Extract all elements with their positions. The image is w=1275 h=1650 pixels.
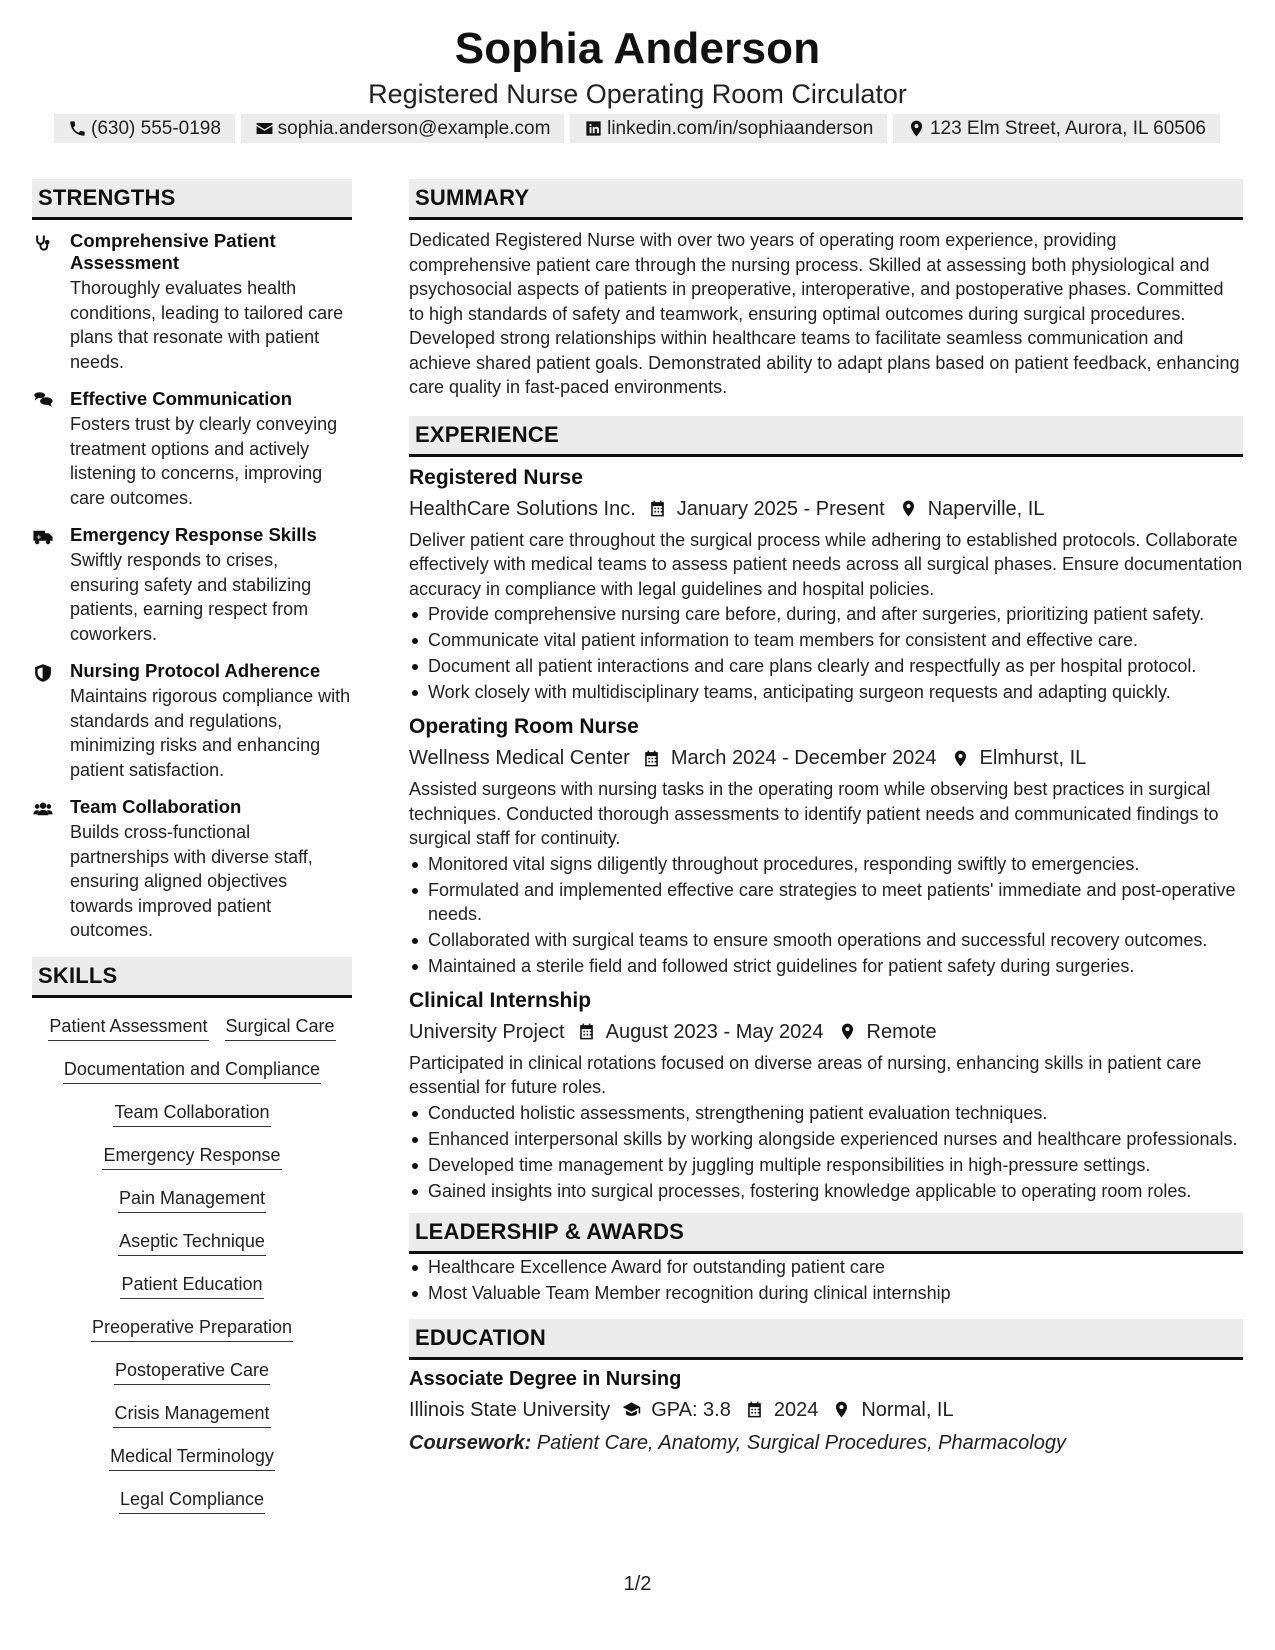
stethoscope-icon bbox=[32, 233, 54, 253]
job-location: Naperville, IL bbox=[927, 497, 1045, 520]
job-bullet: Enhanced interpersonal skills by working alongside experienced nurses and healthcare professionals. bbox=[409, 1127, 1243, 1151]
job-entry bbox=[409, 714, 1243, 978]
job-dates: August 2023 - May 2024 bbox=[605, 1020, 824, 1043]
map-pin-icon bbox=[838, 1022, 857, 1041]
strength-desc: Maintains rigorous compliance with standards and regulations, minimizing risks and enhancing patient satisfaction. bbox=[70, 686, 351, 780]
job-bullet: Collaborated with surgical teams to ensure smooth operations and successful recovery outcomes. bbox=[409, 928, 1243, 952]
strength-title: Team Collaboration bbox=[70, 796, 242, 817]
strength-desc: Thoroughly evaluates health conditions, leading to tailored care plans that resonate with patient needs. bbox=[70, 278, 344, 372]
education-heading: EDUCATION bbox=[409, 1319, 1243, 1360]
map-pin-icon bbox=[899, 499, 918, 518]
job-bullet: Provide comprehensive nursing care before, during, and after surgeries, prioritizing patient safety. bbox=[409, 602, 1243, 626]
shield-icon bbox=[32, 663, 54, 683]
resume-header bbox=[0, 22, 1275, 110]
map-pin-icon bbox=[951, 749, 970, 768]
right-column bbox=[409, 179, 1243, 1457]
skills-heading: SKILLS bbox=[32, 957, 352, 998]
coursework-label: Coursework: bbox=[409, 1431, 532, 1454]
phone-icon bbox=[68, 119, 87, 138]
job-company: Wellness Medical Center bbox=[409, 747, 630, 769]
contact-address bbox=[893, 114, 1220, 143]
map-pin-icon bbox=[832, 1400, 851, 1419]
coursework-list: Patient Care, Anatomy, Surgical Procedures, Pharmacology bbox=[536, 1431, 1066, 1454]
graduation-year: 2024 bbox=[773, 1398, 819, 1421]
strength-title: Nursing Protocol Adherence bbox=[70, 660, 321, 681]
job-summary: Participated in clinical rotations focused on diverse areas of nursing, enhancing skills in patient care essential for future roles. bbox=[409, 1052, 1202, 1097]
job-bullets bbox=[409, 852, 1243, 978]
strength-title: Comprehensive Patient Assessment bbox=[70, 230, 276, 273]
awards-heading: LEADERSHIP & AWARDS bbox=[409, 1213, 1243, 1254]
skill-tag: Team Collaboration bbox=[113, 1100, 270, 1127]
calendar-icon bbox=[745, 1400, 764, 1419]
job-dates: March 2024 - December 2024 bbox=[670, 747, 937, 769]
job-summary: Deliver patient care throughout the surgical process while adhering to established protocols. Collaborate effectively with medical teams to assess patient needs across all surgical phases. Ensure documentation accuracy in compliance with legal guidelines and hospital policies. bbox=[409, 529, 1243, 599]
job-location: Elmhurst, IL bbox=[979, 747, 1087, 769]
strength-item bbox=[32, 230, 352, 374]
contact-phone-text: (630) 555-0198 bbox=[91, 117, 221, 139]
ambulance-icon bbox=[32, 527, 54, 547]
job-meta bbox=[409, 495, 1243, 523]
summary-text: Dedicated Registered Nurse with over two years of operating room experience, providing comprehensive patient care through the nursing process. Skilled at assessing both physiological and psychosocial aspects of patients in preoperative, interoperative, and postoperative phases. Committed to high standards of safety and teamwork, ensuring optimal outcomes during surgical procedures. Developed strong relationships within healthcare teams to facilitate seamless communication and achieve shared patient goals. Demonstrated ability to adapt plans based on patient feedback, enhancing care quality in fast-paced environments. bbox=[409, 230, 1240, 397]
job-bullets bbox=[409, 1101, 1243, 1203]
job-bullet: Conducted holistic assessments, strengthening patient evaluation techniques. bbox=[409, 1101, 1243, 1125]
map-pin-icon bbox=[907, 119, 926, 138]
skill-tag: Patient Assessment bbox=[48, 1014, 208, 1041]
calendar-icon bbox=[577, 1022, 596, 1041]
users-icon bbox=[32, 799, 54, 819]
strengths-list bbox=[32, 230, 352, 943]
skill-tag: Postoperative Care bbox=[114, 1358, 270, 1385]
calendar-icon bbox=[642, 749, 661, 768]
calendar-icon bbox=[648, 499, 667, 518]
job-meta bbox=[409, 1018, 1243, 1046]
job-title: Clinical Internship bbox=[409, 988, 592, 1012]
left-column bbox=[32, 179, 352, 1530]
strength-title: Effective Communication bbox=[70, 388, 293, 409]
coursework bbox=[409, 1429, 1243, 1457]
job-bullets bbox=[409, 602, 1243, 704]
job-title: Operating Room Nurse bbox=[409, 715, 639, 738]
summary-heading: SUMMARY bbox=[409, 179, 1243, 220]
degree-title: Associate Degree in Nursing bbox=[409, 1367, 682, 1390]
skill-tag: Preoperative Preparation bbox=[91, 1315, 293, 1342]
job-bullet: Document all patient interactions and care plans clearly and respectfully as per hospital protocol. bbox=[409, 654, 1243, 678]
strengths-heading: STRENGTHS bbox=[32, 179, 352, 220]
award-item: Most Valuable Team Member recognition during clinical internship bbox=[409, 1281, 1243, 1305]
school-name: Illinois State University bbox=[409, 1398, 611, 1421]
contact-email[interactable] bbox=[241, 114, 565, 143]
skill-tag: Documentation and Compliance bbox=[63, 1057, 321, 1084]
education-meta bbox=[409, 1396, 1243, 1424]
job-entry bbox=[409, 465, 1243, 705]
contact-linkedin-text: linkedin.com/in/sophiaanderson bbox=[607, 117, 874, 139]
skill-tag: Surgical Care bbox=[225, 1014, 336, 1041]
school-location: Normal, IL bbox=[861, 1398, 954, 1421]
skills-list bbox=[32, 1014, 352, 1530]
job-bullet: Formulated and implemented effective care strategies to meet patients' immediate and post-operative needs. bbox=[409, 878, 1243, 926]
strength-desc: Fosters trust by clearly conveying treatment options and actively listening to concerns, improving care outcomes. bbox=[70, 414, 338, 508]
strength-item bbox=[32, 524, 352, 646]
gpa: GPA: 3.8 bbox=[651, 1398, 731, 1421]
skill-tag: Medical Terminology bbox=[109, 1444, 275, 1471]
job-summary: Assisted surgeons with nursing tasks in the operating room while observing best practices in surgical techniques. Conducted thorough assessments to identify patient needs and communicated findings to surgical staff for continuity. bbox=[409, 779, 1219, 848]
contact-phone[interactable] bbox=[54, 114, 235, 143]
job-bullet: Work closely with multidisciplinary teams, anticipating surgeon requests and adapting quickly. bbox=[409, 680, 1243, 704]
skill-tag: Pain Management bbox=[118, 1186, 266, 1213]
job-location: Remote bbox=[866, 1020, 937, 1043]
comments-icon bbox=[32, 391, 54, 411]
skill-tag: Legal Compliance bbox=[119, 1487, 265, 1514]
contact-linkedin[interactable] bbox=[570, 114, 887, 143]
job-company: University Project bbox=[409, 1020, 565, 1043]
job-bullet: Developed time management by juggling multiple responsibilities in high-pressure settings. bbox=[409, 1153, 1243, 1177]
skill-tag: Patient Education bbox=[120, 1272, 263, 1299]
strength-desc: Builds cross-functional partnerships with diverse staff, ensuring aligned objectives towards improved patient outcomes. bbox=[70, 822, 313, 940]
graduation-cap-icon bbox=[622, 1400, 641, 1419]
job-entry bbox=[409, 988, 1243, 1203]
job-meta bbox=[409, 744, 1243, 772]
page-indicator: 1/2 bbox=[623, 1573, 652, 1595]
envelope-icon bbox=[255, 119, 274, 138]
job-bullet: Maintained a sterile field and followed strict guidelines for patient safety during surgeries. bbox=[409, 954, 1243, 978]
award-item: Healthcare Excellence Award for outstanding patient care bbox=[409, 1255, 1243, 1279]
contact-address-text: 123 Elm Street, Aurora, IL 60506 bbox=[929, 117, 1206, 139]
job-dates: January 2025 - Present bbox=[676, 497, 885, 520]
candidate-headline: Registered Nurse Operating Room Circulator bbox=[368, 79, 907, 109]
skill-tag: Crisis Management bbox=[113, 1401, 270, 1428]
job-bullet: Monitored vital signs diligently throughout procedures, responding swiftly to emergencies. bbox=[409, 852, 1243, 876]
contact-email-text: sophia.anderson@example.com bbox=[277, 117, 551, 139]
experience-heading: EXPERIENCE bbox=[409, 416, 1243, 457]
job-title: Registered Nurse bbox=[409, 465, 583, 489]
linkedin-icon bbox=[584, 119, 603, 138]
strength-item bbox=[32, 660, 352, 782]
contact-bar bbox=[54, 114, 1220, 143]
job-bullet: Communicate vital patient information to team members for consistent and effective care. bbox=[409, 628, 1243, 652]
job-company: HealthCare Solutions Inc. bbox=[409, 497, 636, 520]
skill-tag: Aseptic Technique bbox=[118, 1229, 266, 1256]
job-bullet: Gained insights into surgical processes, fostering knowledge applicable to operating room roles. bbox=[409, 1179, 1243, 1203]
awards-list bbox=[409, 1255, 1243, 1305]
strength-item bbox=[32, 796, 352, 943]
skill-tag: Emergency Response bbox=[102, 1143, 281, 1170]
strength-title: Emergency Response Skills bbox=[70, 524, 317, 545]
strength-desc: Swiftly responds to crises, ensuring safety and stabilizing patients, earning respect from coworkers. bbox=[70, 550, 312, 644]
candidate-name: Sophia Anderson bbox=[454, 24, 821, 73]
strength-item bbox=[32, 388, 352, 510]
